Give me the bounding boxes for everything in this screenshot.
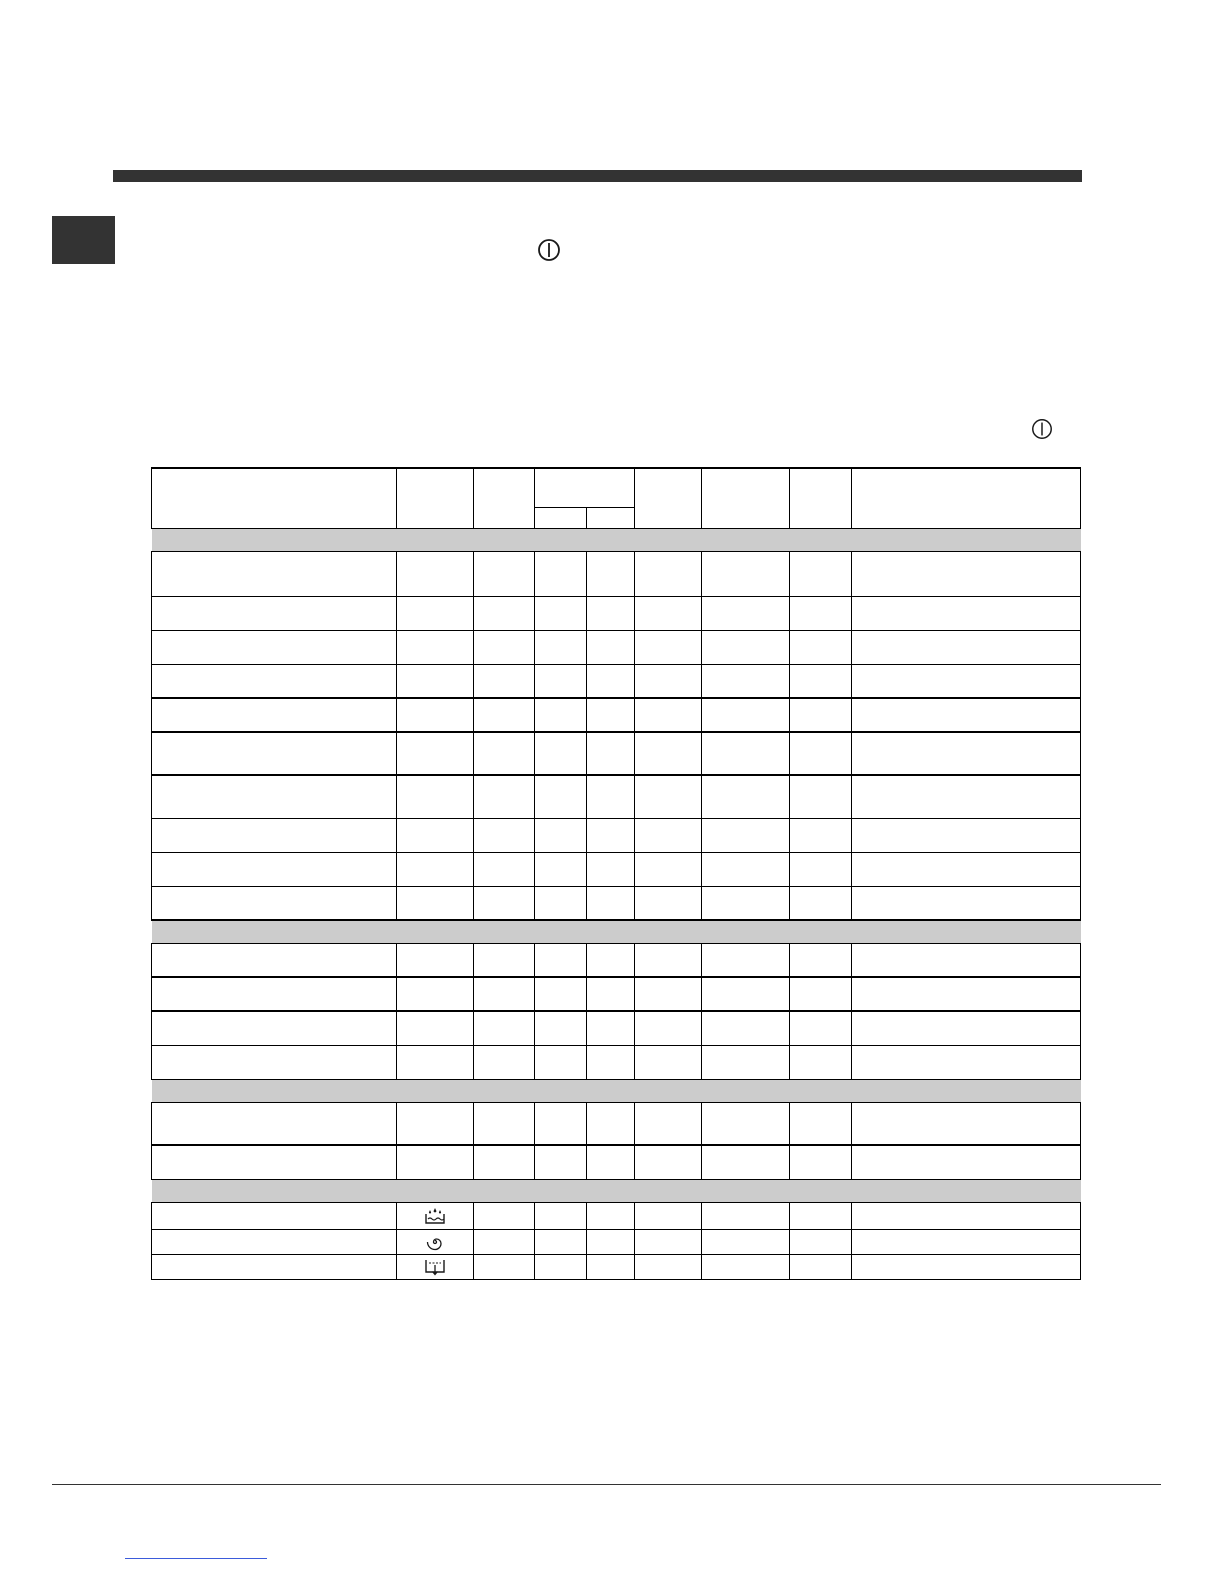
table-row (152, 1229, 1081, 1254)
table-row (152, 1254, 1081, 1279)
spin-icon (397, 1229, 474, 1254)
power-button-icon (1030, 417, 1054, 441)
table-row (152, 977, 1081, 1011)
table-header-row (152, 468, 1081, 507)
section-header-row (152, 1079, 1081, 1102)
table-row (152, 886, 1081, 920)
header-cell (852, 468, 1081, 528)
header-cell (635, 468, 702, 528)
footer-rule (52, 1484, 1161, 1485)
table-row (152, 664, 1081, 698)
section-header-row (152, 920, 1081, 943)
footer-link[interactable] (125, 1558, 267, 1559)
programmes-table (151, 467, 1081, 1280)
header-bar (113, 170, 1082, 182)
header-cell (474, 468, 535, 528)
table-row (152, 1011, 1081, 1045)
table-row (152, 698, 1081, 732)
table-row (152, 1202, 1081, 1229)
header-cell (702, 468, 790, 528)
header-cell-group (535, 468, 635, 507)
language-tab (52, 216, 115, 264)
header-cell (790, 468, 852, 528)
table-row (152, 1045, 1081, 1079)
table-row (152, 1145, 1081, 1179)
drain-icon (397, 1254, 474, 1279)
section-header-row (152, 528, 1081, 551)
table-row (152, 943, 1081, 977)
table-row (152, 732, 1081, 775)
table-row (152, 551, 1081, 596)
header-cell (152, 468, 397, 528)
header-subcell (587, 507, 635, 528)
table-row (152, 818, 1081, 852)
header-cell (397, 468, 474, 528)
header-subcell (535, 507, 587, 528)
section-header-row (152, 1179, 1081, 1202)
table-row (152, 775, 1081, 818)
table-row (152, 1102, 1081, 1145)
table-row (152, 596, 1081, 630)
power-button-icon (536, 237, 562, 263)
table-row (152, 630, 1081, 664)
rinse-icon (397, 1202, 474, 1229)
table-row (152, 852, 1081, 886)
